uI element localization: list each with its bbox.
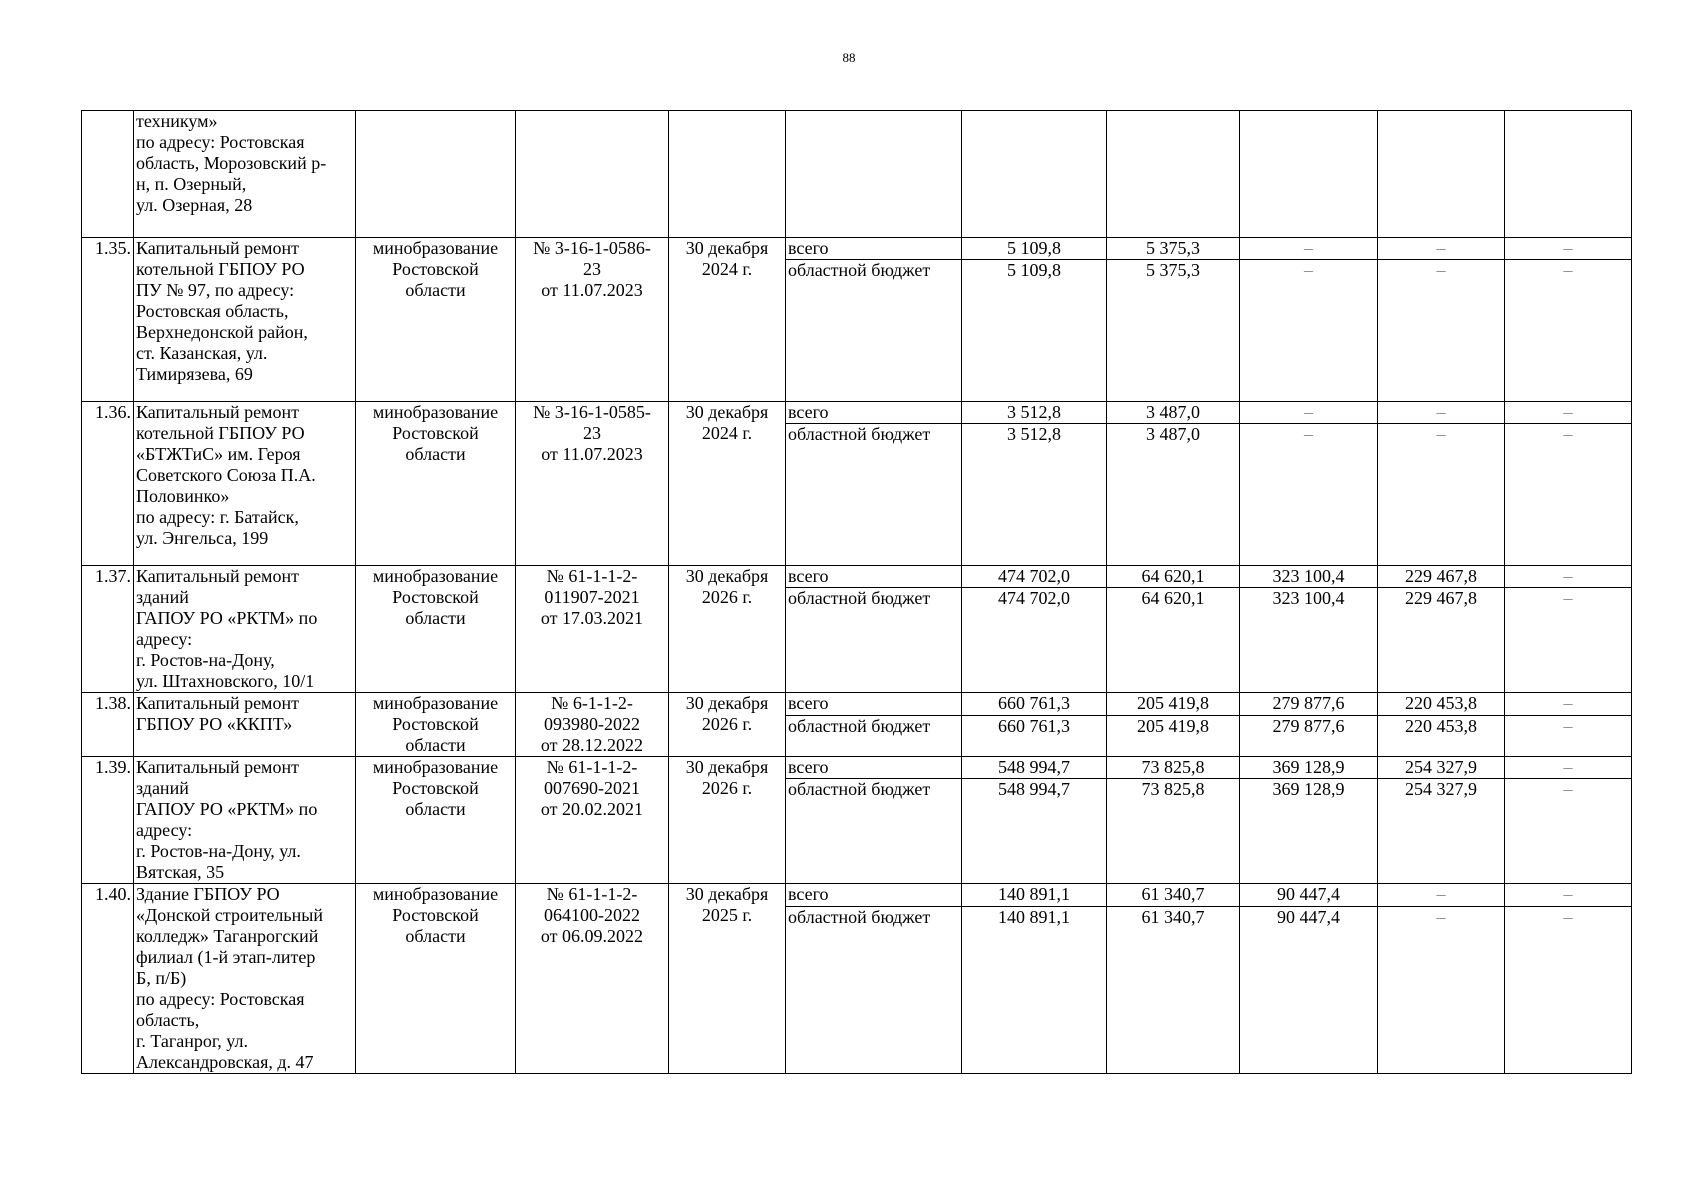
text-line: по адресу: г. Батайск, <box>136 507 299 527</box>
text-line: Капитальный ремонт <box>136 757 299 777</box>
amount-total: – <box>1240 402 1378 424</box>
amount-total: 61 340,7 <box>1107 884 1240 907</box>
text-line: Ростовской <box>392 714 479 734</box>
text-line: ул. Энгельса, 199 <box>136 528 269 548</box>
amount-total: 5 109,8 <box>962 238 1107 260</box>
table-body <box>82 111 1632 1074</box>
text-line: области <box>405 926 466 946</box>
text-line: 23 <box>583 259 601 279</box>
amount-total: 254 327,9 <box>1378 757 1505 779</box>
deadline <box>669 566 786 693</box>
text-line: 2026 г. <box>701 778 753 798</box>
object-name <box>134 757 356 884</box>
amount-total: – <box>1240 238 1378 260</box>
amount-total: 64 620,1 <box>1107 566 1240 588</box>
amount-total: 548 994,7 <box>962 757 1107 779</box>
amount-regional: – <box>1505 424 1632 566</box>
fund-source-total: всего <box>786 884 962 907</box>
customer <box>356 402 516 566</box>
text-line: области <box>405 735 466 755</box>
table-row <box>82 566 1632 588</box>
text-line: зданий <box>136 587 189 607</box>
text-line: 007690-2021 <box>544 778 640 798</box>
text-line: ст. Казанская, ул. <box>136 343 268 363</box>
budget-table <box>81 110 1632 1074</box>
amount-regional: – <box>1378 424 1505 566</box>
deadline <box>669 238 786 402</box>
text-line: 30 декабря <box>685 757 769 777</box>
amount-total: – <box>1378 402 1505 424</box>
amount-total: 474 702,0 <box>962 566 1107 588</box>
text-line: область, <box>136 1010 200 1030</box>
amount-regional: 5 109,8 <box>962 260 1107 402</box>
text-line: области <box>405 608 466 628</box>
text-line: котельной ГБПОУ РО <box>136 259 305 279</box>
amount-total: 73 825,8 <box>1107 757 1240 779</box>
deadline <box>669 693 786 757</box>
document-number <box>516 402 669 566</box>
document-number <box>516 693 669 757</box>
amount-total: 5 375,3 <box>1107 238 1240 260</box>
amount-total: 229 467,8 <box>1378 566 1505 588</box>
customer <box>356 238 516 402</box>
amount-regional: 323 100,4 <box>1240 588 1378 693</box>
amount-regional: 5 375,3 <box>1107 260 1240 402</box>
text-line: 2026 г. <box>701 587 753 607</box>
text-line: ГАПОУ РО «РКТМ» по <box>136 799 318 819</box>
fund-source-regional: областной бюджет <box>786 588 962 693</box>
amount-regional: 3 487,0 <box>1107 424 1240 566</box>
text-line: 064100-2022 <box>544 905 640 925</box>
document-number <box>516 238 669 402</box>
continuation-num-cell <box>82 111 134 238</box>
amount-total: 140 891,1 <box>962 884 1107 907</box>
text-line: Ростовской <box>392 587 479 607</box>
text-line: 2024 г. <box>701 423 753 443</box>
text-line: Капитальный ремонт <box>136 402 299 422</box>
text-line: 30 декабря <box>685 566 769 586</box>
text-line: г. Ростов-на-Дону, ул. <box>136 841 301 861</box>
row-number: 1.37. <box>82 566 134 693</box>
customer <box>356 757 516 884</box>
text-line: Капитальный ремонт <box>136 693 299 713</box>
fund-source-total: всего <box>786 693 962 716</box>
empty-cell <box>669 111 786 238</box>
amount-regional: – <box>1240 260 1378 402</box>
table-row <box>82 402 1632 424</box>
document-number <box>516 884 669 1074</box>
text-line: № 3-16-1-0585- <box>533 402 651 422</box>
amount-total: – <box>1505 238 1632 260</box>
amount-regional: 474 702,0 <box>962 588 1107 693</box>
amount-total: 3 512,8 <box>962 402 1107 424</box>
text-line: Половинко» <box>136 486 230 506</box>
text-line: г. Таганрог, ул. <box>136 1031 248 1051</box>
fund-source-regional: областной бюджет <box>786 715 962 756</box>
amount-regional: – <box>1505 588 1632 693</box>
text-line: 2025 г. <box>701 905 753 925</box>
text-line: ул. Штахновского, 10/1 <box>136 671 315 691</box>
empty-cell <box>962 111 1107 238</box>
amount-total: 3 487,0 <box>1107 402 1240 424</box>
text-line: минобразование <box>372 238 499 258</box>
object-name <box>134 693 356 757</box>
empty-cell <box>516 111 669 238</box>
text-line: Капитальный ремонт <box>136 238 299 258</box>
text-line: котельной ГБПОУ РО <box>136 423 305 443</box>
text-line: минобразование <box>372 566 499 586</box>
text-line: Вятская, 35 <box>136 862 225 882</box>
customer <box>356 566 516 693</box>
empty-cell <box>1240 111 1378 238</box>
fund-source-regional: областной бюджет <box>786 260 962 402</box>
customer <box>356 884 516 1074</box>
amount-regional: – <box>1378 260 1505 402</box>
text-line: 2024 г. <box>701 259 753 279</box>
page-number: 88 <box>842 50 856 65</box>
amount-regional: – <box>1505 715 1632 756</box>
text-line: г. Ростов-на-Дону, <box>136 650 275 670</box>
text-line: область, Морозовский р- <box>136 153 327 173</box>
amount-regional: 61 340,7 <box>1107 906 1240 1073</box>
amount-total: 90 447,4 <box>1240 884 1378 907</box>
text-line: от 06.09.2022 <box>540 926 644 946</box>
text-line: «БТЖТиС» им. Героя <box>136 444 301 464</box>
amount-total: 660 761,3 <box>962 693 1107 716</box>
fund-source-total: всего <box>786 757 962 779</box>
row-number: 1.35. <box>82 238 134 402</box>
text-line: от 11.07.2023 <box>541 444 643 464</box>
text-line: колледж» Таганрогский <box>136 926 319 946</box>
text-line: № 6-1-1-2- <box>551 693 633 713</box>
text-line: от 11.07.2023 <box>541 280 643 300</box>
fund-source-total: всего <box>786 238 962 260</box>
amount-regional: 140 891,1 <box>962 906 1107 1073</box>
text-line: Ростовская область, <box>136 301 289 321</box>
object-name <box>134 402 356 566</box>
text-line: Ростовской <box>392 778 479 798</box>
amount-total: 220 453,8 <box>1378 693 1505 716</box>
table-row <box>82 757 1632 779</box>
text-line: н, п. Озерный, <box>136 174 247 194</box>
text-line: 2026 г. <box>701 714 753 734</box>
amount-regional: – <box>1505 906 1632 1073</box>
text-line: адресу: <box>136 629 193 649</box>
text-line: 23 <box>583 423 601 443</box>
table-row <box>82 884 1632 907</box>
text-line: Ростовской <box>392 423 479 443</box>
text-line: по адресу: Ростовская <box>136 989 305 1009</box>
text-line: 011907-2021 <box>544 587 640 607</box>
amount-total: – <box>1505 757 1632 779</box>
empty-cell <box>786 111 962 238</box>
text-line: минобразование <box>372 402 499 422</box>
deadline <box>669 884 786 1074</box>
text-line: ГАПОУ РО «РКТМ» по <box>136 608 318 628</box>
row-number: 1.40. <box>82 884 134 1074</box>
amount-total: – <box>1505 402 1632 424</box>
text-line: области <box>405 799 466 819</box>
text-line: от 20.02.2021 <box>540 799 644 819</box>
amount-total: – <box>1378 238 1505 260</box>
amount-regional: 73 825,8 <box>1107 779 1240 884</box>
text-line: Тимирязева, 69 <box>136 364 253 384</box>
object-name <box>134 884 356 1074</box>
amount-regional: 279 877,6 <box>1240 715 1378 756</box>
amount-regional: – <box>1378 906 1505 1073</box>
text-line: 30 декабря <box>685 693 769 713</box>
empty-cell <box>356 111 516 238</box>
text-line: 30 декабря <box>685 884 769 904</box>
text-line: минобразование <box>372 693 499 713</box>
amount-regional: 548 994,7 <box>962 779 1107 884</box>
amount-regional: 369 128,9 <box>1240 779 1378 884</box>
text-line: филиал (1-й этап-литер <box>136 947 316 967</box>
text-line: адресу: <box>136 820 193 840</box>
amount-regional: – <box>1505 779 1632 884</box>
deadline <box>669 757 786 884</box>
row-number: 1.39. <box>82 757 134 884</box>
amount-total: 279 877,6 <box>1240 693 1378 716</box>
document-number <box>516 566 669 693</box>
document-number <box>516 757 669 884</box>
text-line: 093980-2022 <box>544 714 640 734</box>
text-line: ул. Озерная, 28 <box>136 195 253 215</box>
continuation-name-cell <box>134 111 356 238</box>
empty-cell <box>1505 111 1632 238</box>
text-line: Ростовской <box>392 259 479 279</box>
amount-regional: 90 447,4 <box>1240 906 1378 1073</box>
text-line: от 28.12.2022 <box>540 735 644 755</box>
fund-source-total: всего <box>786 402 962 424</box>
text-line: 30 декабря <box>685 238 769 258</box>
fund-source-regional: областной бюджет <box>786 779 962 884</box>
amount-regional: – <box>1240 424 1378 566</box>
text-line: № 61-1-1-2- <box>546 884 638 904</box>
amount-regional: – <box>1505 260 1632 402</box>
continuation-row <box>82 111 1632 238</box>
amount-regional: 660 761,3 <box>962 715 1107 756</box>
text-line: Здание ГБПОУ РО <box>136 884 280 904</box>
text-line: Капитальный ремонт <box>136 566 299 586</box>
text-line: Верхнедонской район, <box>136 322 308 342</box>
amount-total: 323 100,4 <box>1240 566 1378 588</box>
text-line: ГБПОУ РО «ККПТ» <box>136 714 293 734</box>
table-row <box>82 693 1632 716</box>
object-name <box>134 238 356 402</box>
text-line: техникум» <box>136 111 218 131</box>
row-number: 1.38. <box>82 693 134 757</box>
fund-source-total: всего <box>786 566 962 588</box>
amount-total: – <box>1505 884 1632 907</box>
text-line: по адресу: Ростовская <box>136 132 305 152</box>
amount-total: 205 419,8 <box>1107 693 1240 716</box>
text-line: Б, п/Б) <box>136 968 187 988</box>
amount-regional: 205 419,8 <box>1107 715 1240 756</box>
text-line: Александровская, д. 47 <box>136 1052 314 1072</box>
table-row <box>82 238 1632 260</box>
fund-source-regional: областной бюджет <box>786 906 962 1073</box>
empty-cell <box>1378 111 1505 238</box>
text-line: области <box>405 444 466 464</box>
text-line: минобразование <box>372 884 499 904</box>
amount-total: – <box>1378 884 1505 907</box>
amount-regional: 3 512,8 <box>962 424 1107 566</box>
text-line: зданий <box>136 778 189 798</box>
text-line: № 3-16-1-0586- <box>533 238 651 258</box>
object-name <box>134 566 356 693</box>
text-line: 30 декабря <box>685 402 769 422</box>
text-line: минобразование <box>372 757 499 777</box>
amount-regional: 220 453,8 <box>1378 715 1505 756</box>
amount-total: – <box>1505 566 1632 588</box>
text-line: от 17.03.2021 <box>540 608 644 628</box>
text-line: № 61-1-1-2- <box>546 566 638 586</box>
fund-source-regional: областной бюджет <box>786 424 962 566</box>
amount-regional: 229 467,8 <box>1378 588 1505 693</box>
customer <box>356 693 516 757</box>
text-line: Советского Союза П.А. <box>136 465 316 485</box>
text-line: Ростовской <box>392 905 479 925</box>
empty-cell <box>1107 111 1240 238</box>
text-line: области <box>405 280 466 300</box>
deadline <box>669 402 786 566</box>
text-line: № 61-1-1-2- <box>546 757 638 777</box>
text-line: ПУ № 97, по адресу: <box>136 280 295 300</box>
row-number: 1.36. <box>82 402 134 566</box>
amount-total: – <box>1505 693 1632 716</box>
text-line: «Донской строительный <box>136 905 323 925</box>
amount-total: 369 128,9 <box>1240 757 1378 779</box>
amount-regional: 254 327,9 <box>1378 779 1505 884</box>
amount-regional: 64 620,1 <box>1107 588 1240 693</box>
